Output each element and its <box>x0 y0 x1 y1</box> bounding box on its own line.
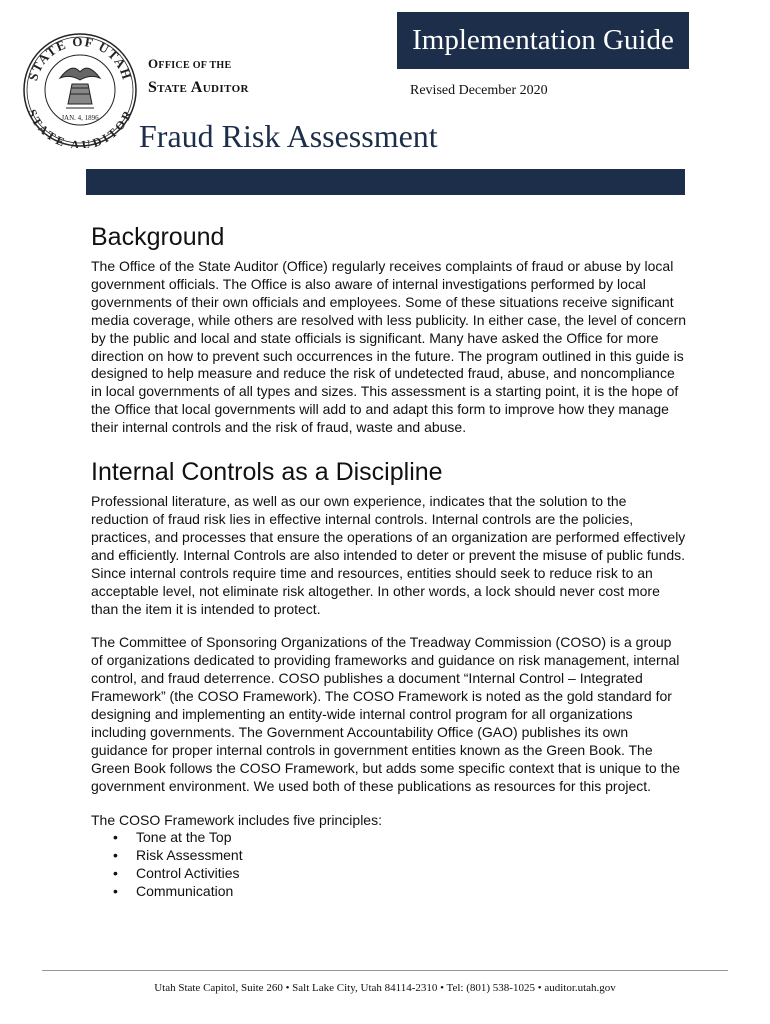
background-paragraph: The Office of the State Auditor (Office) regularly receives complaints of fraud or abuse by local government officials. The Office is also aware of internal investigations performed by local governments of their own officials and employees. Some of these situations receive significant media coverage, while others are resolved with less publicity. In either case, the level of concern by the public and local and state officials is significant. Many have asked the Office for more direction on how to prevent such occurrences in the future. The program outlined in this guide is designed to help measure and reduce the risk of undetected fraud, abuse, and noncompliance in local governments of all types and sizes. This assessment is a starting point, it is the hope of the Office that local governments will add to and adapt this form to improve how they manage their internal controls and the risk of fraud, waste and abuse. <box>91 258 687 436</box>
state-seal-logo <box>22 32 138 148</box>
title-divider-bar <box>86 169 685 195</box>
internal-controls-paragraph-3: The COSO Framework includes five principles: <box>91 811 382 828</box>
seal-ring-bottom: STATE AUDITOR <box>25 107 135 148</box>
internal-controls-paragraph-1: Professional literature, as well as our own experience, indicates that the solution to the reduction of fraud risk lies in effective internal controls. Internal controls are the policies, practices, and processes that ensure the operations of an organization are performed effectively and efficiently. Internal Controls are also intended to deter or prevent the misuse of public funds. Since internal controls require time and resources, entities should seek to reduce risk to an acceptable level, not eliminate risk altogether. In other words, a lock should never cost more than the item it is intended to protect. <box>91 493 686 617</box>
list-item: • Risk Assessment <box>91 847 687 865</box>
office-name <box>148 56 249 97</box>
seal-date: JAN. 4, 1896 <box>61 114 99 122</box>
list-item: • Communication <box>91 883 687 901</box>
coso-principles-list <box>91 829 687 901</box>
revised-date: Revised December 2020 <box>410 83 548 98</box>
office-line1: FFICE OF THE <box>158 60 232 71</box>
footer-contact: Utah State Capitol, Suite 260 • Salt Lake City, Utah 84114-2310 • Tel: (801) 538-1025 • auditor.utah.gov <box>154 982 616 994</box>
internal-controls-paragraph-2: The Committee of Sponsoring Organizations of the Treadway Commission (COSO) is a group of organizations dedicated to providing frameworks and guidance on risk management, internal control, and fraud deterrence. COSO publishes a document “Internal Control – Integrated Framework” (the COSO Framework). The COSO Framework is noted as the gold standard for designing and implementing an entity-wide internal control program for all organizations including governments. The Government Accountability Office (GAO) publishes its own guidance for proper internal controls in government entities known as the Green Book. The Green Book follows the COSO Framework, but adds some specific context that is unique to the government environment. We used both of these publications as resources for this project. <box>91 634 681 794</box>
document-title: Fraud Risk Assessment <box>139 118 438 154</box>
footer-divider <box>42 970 728 971</box>
office-line1-initial: O <box>148 56 159 71</box>
seal-ring-top: STATE OF UTAH <box>25 33 135 83</box>
list-item: • Control Activities <box>91 865 687 883</box>
implementation-guide-banner: Implementation Guide <box>397 12 689 69</box>
eagle-icon <box>60 68 100 108</box>
section-heading-internal-controls: Internal Controls as a Discipline <box>91 458 443 487</box>
list-item: • Tone at the Top <box>91 829 687 847</box>
section-heading-background: Background <box>91 223 225 251</box>
office-line2: State Auditor <box>148 79 249 96</box>
document-body <box>91 222 687 901</box>
